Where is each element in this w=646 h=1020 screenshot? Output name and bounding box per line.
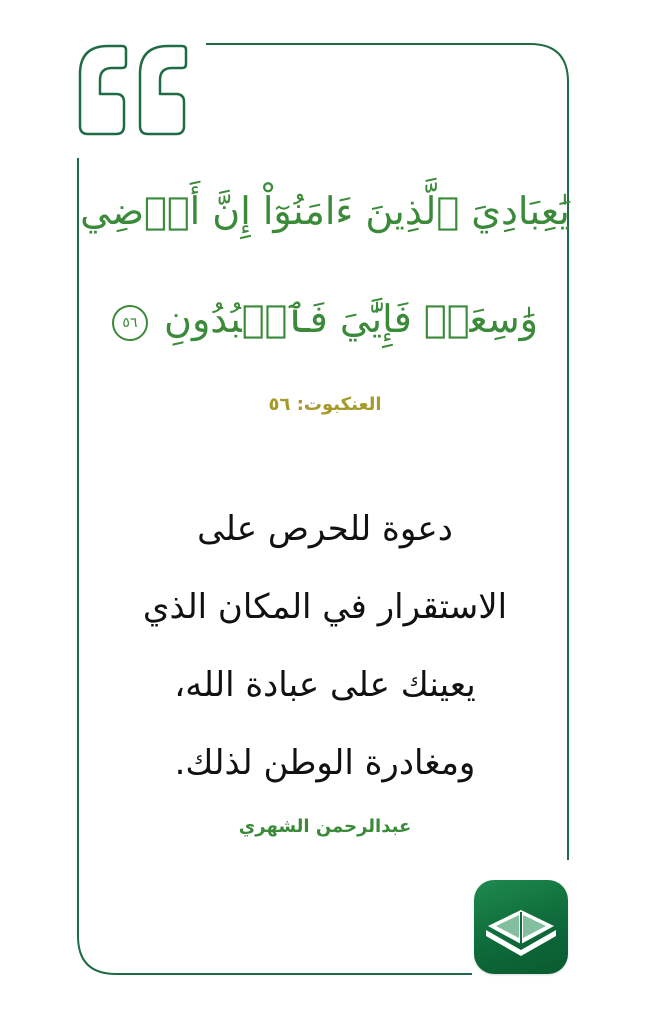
verse-text-1: يَٰعِبَادِيَ ٱلَّذِينَ ءَامَنُوٓاْ إِنَّ أَرۡضِي: [80, 189, 570, 233]
reflection-line: الاستقرار في المكان الذي: [142, 587, 508, 627]
ayah-number-marker: ٥٦: [112, 305, 148, 341]
double-quote-icon: [74, 40, 190, 140]
author-name: عبدالرحمن الشهري: [238, 816, 412, 837]
reflection-text: [80, 490, 570, 802]
verse-text-2: وَٰسِعَةٞ فَإِيَّٰيَ فَٱعۡبُدُونِ: [164, 297, 539, 341]
verse-line-2: [80, 297, 570, 341]
reflection-line: ومغادرة الوطن لذلك.: [174, 743, 476, 783]
verse-line-1: [80, 189, 570, 233]
reflection-line: دعوة للحرص على: [197, 509, 453, 549]
app-icon[interactable]: [474, 880, 568, 974]
verse-reference: العنكبوت: ٥٦: [268, 394, 382, 415]
quran-book-icon: [474, 880, 568, 974]
reflection-line: يعينك على عبادة الله،: [174, 665, 476, 705]
